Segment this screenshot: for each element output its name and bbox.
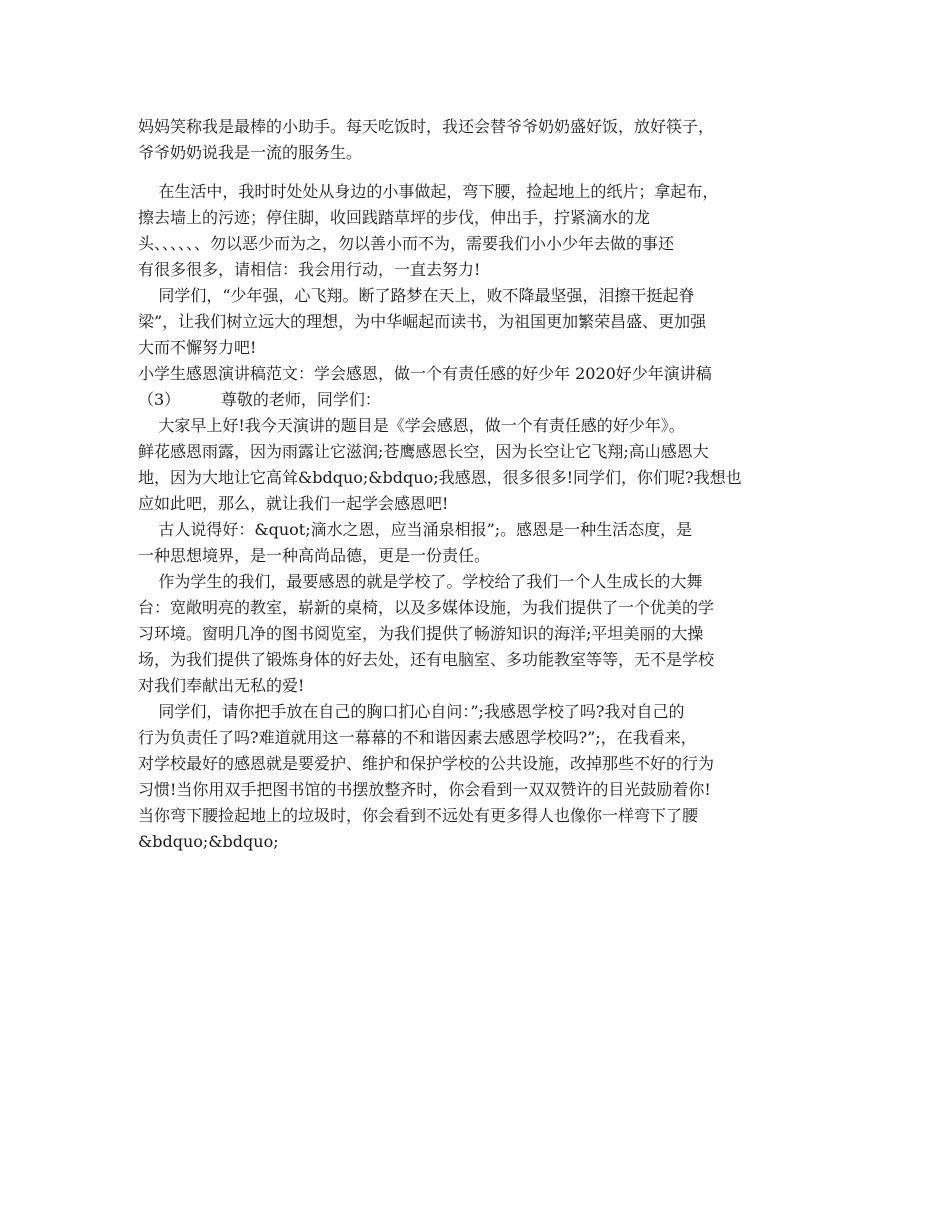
text-line: &bdquo;&bdquo; [138,832,279,851]
text-line: 台：宽敞明亮的教室，崭新的桌椅，以及多媒体设施，为我们提供了一个优美的学 [138,598,715,617]
text-line: 习惯!当你用双手把图书馆的书摆放整齐时，你会看到一双双赞许的目光鼓励着你! [138,780,711,799]
line-gap [138,166,828,179]
text-line: 有很多很多，请相信：我会用行动，一直去努力! [138,260,481,279]
text-line: 当你弯下腰捡起地上的垃圾时，你会看到不远处有更多得人也像你一样弯下了腰 [138,806,699,825]
text-line: 场，为我们提供了锻炼身体的好去处，还有电脑室、多功能教室等等，无不是学校 [138,650,715,669]
text-line: 习环境。窗明几净的图书阅览室，为我们提供了畅游知识的海洋;平坦美丽的大操 [138,624,704,643]
text-line: 应如此吧，那么，就让我们一起学会感恩吧! [138,494,449,513]
text-line: 妈妈笑称我是最棒的小助手。每天吃饭时，我还会替爷爷奶奶盛好饭，放好筷子， [138,117,715,136]
text-line: 一种思想境界，是一种高尚品德，更是一份责任。 [138,546,491,565]
text-line: 梁”，让我们树立远大的理想，为中华崛起而读书，为祖国更加繁荣昌盛、更加强 [138,312,707,331]
text-line: 小学生感恩演讲稿范文：学会感恩，做一个有责任感的好少年 2020好少年演讲稿 [138,364,712,383]
text-line: 行为负责任了吗?难道就用这一幕幕的不和谐因素去感恩学校吗?”;，在我看来， [138,728,697,747]
text-line: 对学校最好的感恩就是要爱护、维护和保护学校的公共设施，改掉那些不好的行为 [138,754,715,773]
text-line: 古人说得好：&quot;滴水之恩，应当涌泉相报”;。感恩是一种生活态度，是 [138,520,693,539]
text-line: 爷爷奶奶说我是一流的服务生。 [138,143,363,162]
document-page [138,114,828,855]
text-line: （3） 尊敬的老师，同学们： [138,390,381,409]
text-line: 同学们，“少年强，心飞翔。断了路梦在天上，败不降最坚强，泪擦干挺起脊 [138,286,695,305]
text-line: 地，因为大地让它高耸&bdquo;&bdquo;我感恩，很多很多!同学们，你们呢?我想也 [138,468,742,487]
text-line: 大家早上好!我今天演讲的题目是《学会感恩，做一个有责任感的好少年》。 [138,416,685,435]
text-line: 作为学生的我们，最要感恩的就是学校了。学校给了我们一个人生成长的大舞 [138,572,703,591]
text-line: 对我们奉献出无私的爱! [138,676,305,695]
text-line: 头、、、、、、勿以恶少而为之，勿以善小而不为，需要我们小小少年去做的事还 [138,234,675,253]
text-line: 鲜花感恩雨露，因为雨露让它滋润;苍鹰感恩长空，因为长空让它飞翔;高山感恩大 [138,442,709,461]
text-line: 大而不懈努力吧! [138,338,257,357]
text-line: 擦去墙上的污迹；停住脚，收回践踏草坪的步伐，伸出手，拧紧滴水的龙 [138,208,651,227]
text-line: 同学们，请你把手放在自己的胸口扪心自问：”;我感恩学校了吗?我对自己的 [138,702,685,721]
text-line: 在生活中，我时时处处从身边的小事做起，弯下腰，捡起地上的纸片；拿起布， [138,182,719,201]
